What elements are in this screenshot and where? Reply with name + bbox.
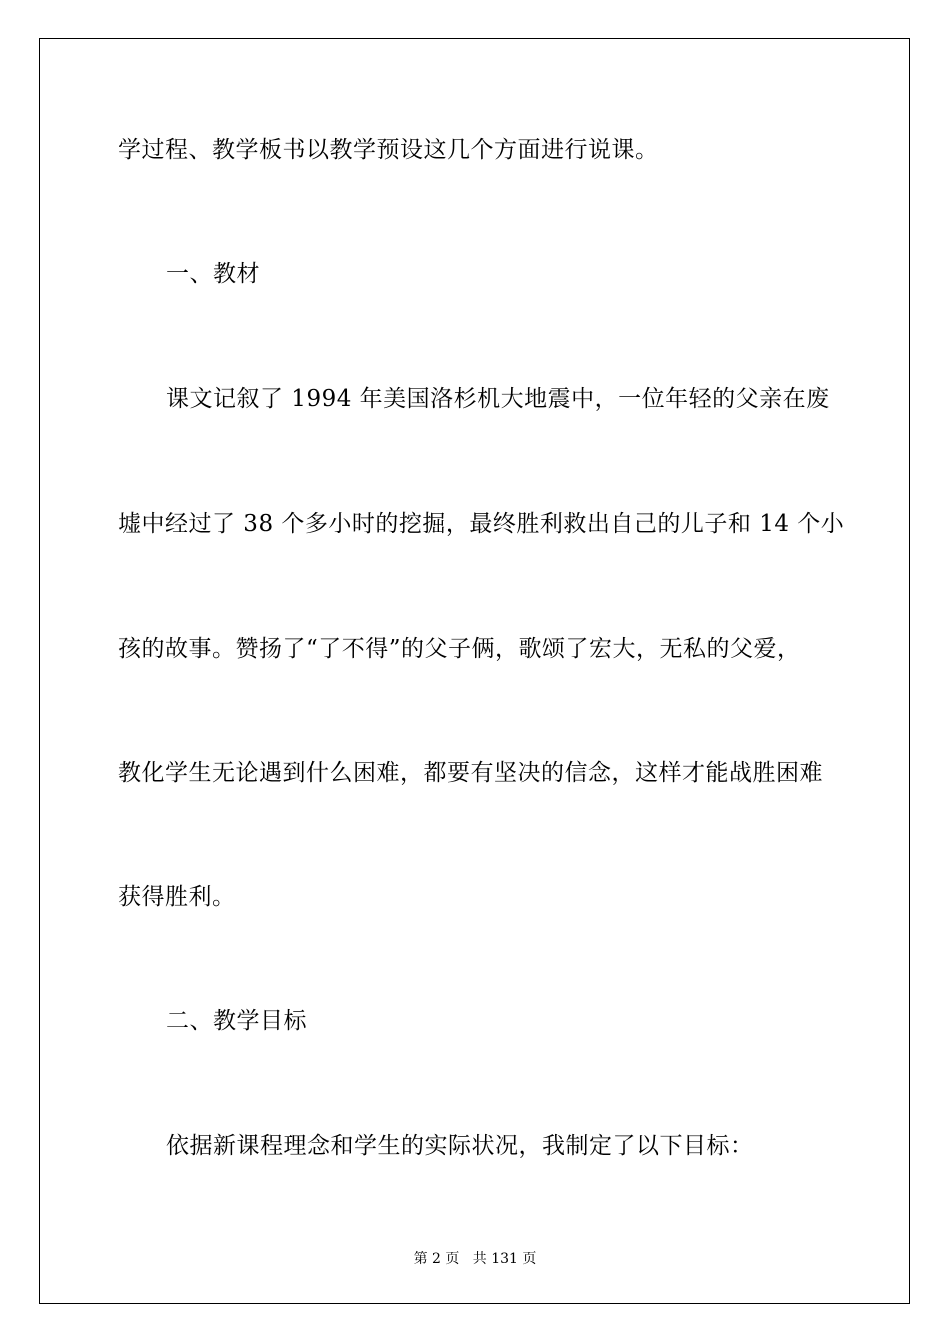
- section-heading-materials: 一、教材: [166, 261, 260, 287]
- paragraph-line-5: 教化学生无论遇到什么困难，都要有坚决的信念，这样才能战胜困难: [118, 760, 823, 786]
- paragraph-line-1: 学过程、教学板书以教学预设这几个方面进行说课。: [118, 137, 659, 163]
- page-border: [39, 38, 910, 1304]
- paragraph-line-7: 依据新课程理念和学生的实际状况，我制定了以下目标：: [166, 1133, 754, 1159]
- paragraph-line-4: 孩的故事。赞扬了“了不得”的父子俩，歌颂了宏大，无私的父爱，: [118, 636, 801, 662]
- section-heading-objectives: 二、教学目标: [166, 1008, 307, 1034]
- page-footer: 第 2 页 共 131 页: [413, 1251, 537, 1267]
- paragraph-line-6: 获得胜利。: [118, 884, 236, 910]
- paragraph-line-2: 课文记叙了 1994 年美国洛杉机大地震中，一位年轻的父亲在废: [166, 386, 830, 412]
- paragraph-line-3: 墟中经过了 38 个多小时的挖掘，最终胜利救出自己的儿子和 14 个小: [118, 511, 845, 537]
